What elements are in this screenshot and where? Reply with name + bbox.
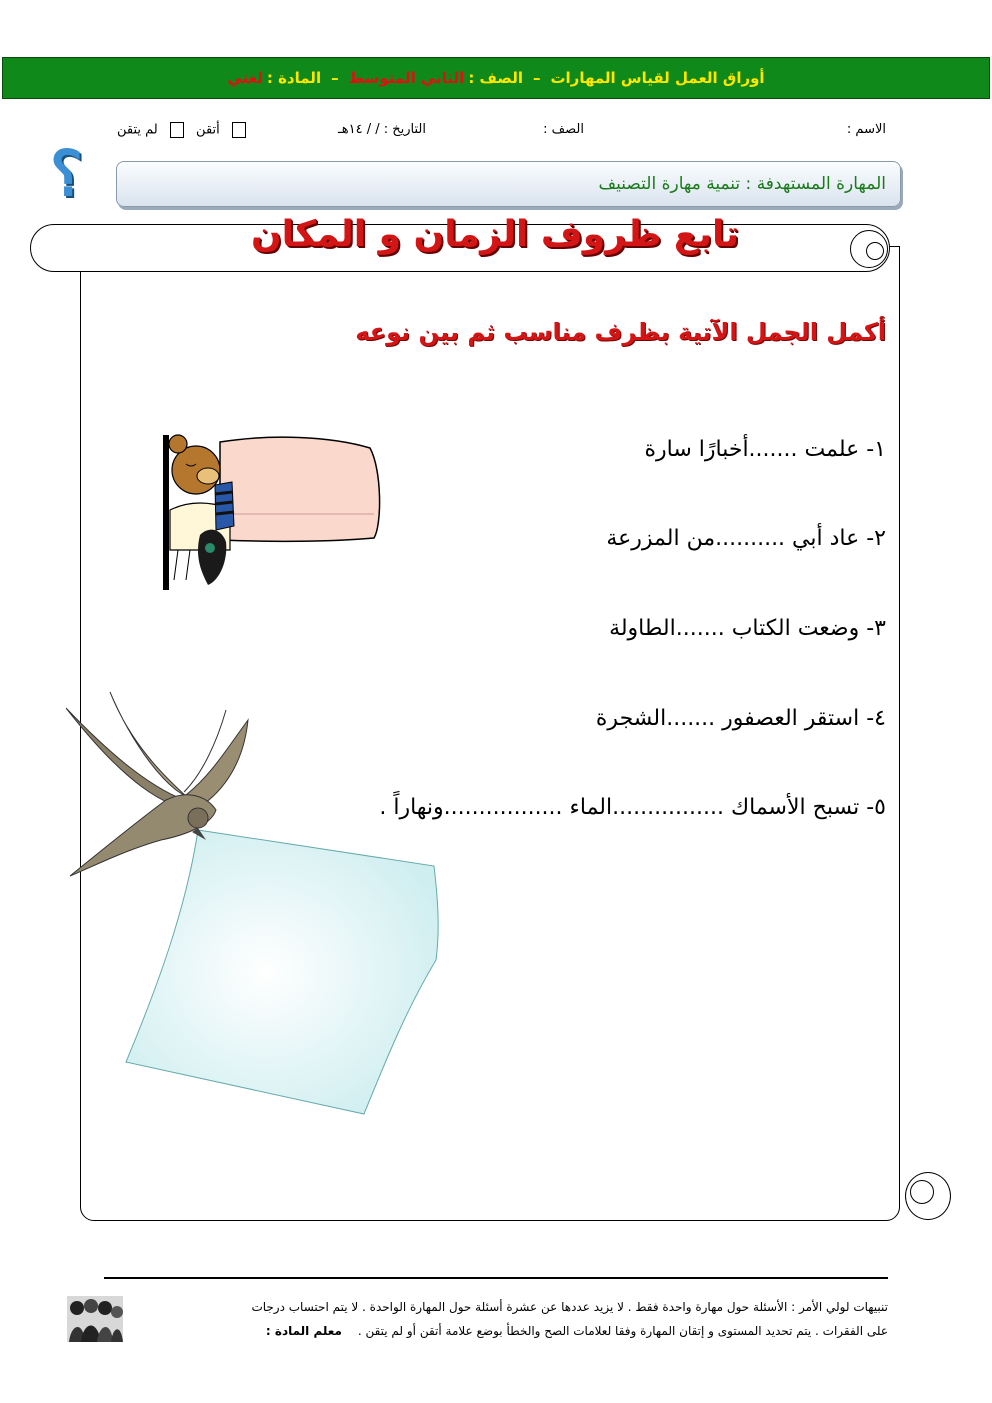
notes-line-2-text: على الفقرات . يتم تحديد المستوى و إتقان المهارة وفقا لعلامات الصح والخطأ بوضع علامة أتقن أو لم يتقن . <box>357 1324 888 1338</box>
notes-line-1: تنبيهات لولي الأمر : الأسئلة حول مهارة واحدة فقط . لا يزيد عددها عن عشرة أسئلة حول المهارة الواحدة . لا يتم احتساب درجات <box>251 1300 888 1314</box>
parent-notes <box>128 1295 888 1343</box>
question-item-2: ٢- عاد أبي ..........من المزرعة <box>606 526 886 551</box>
question-item-5: ٥- تسبح الأسماك ................الماء .................ونهاراً . <box>379 795 886 820</box>
scroll-curl-top-inner <box>866 242 884 260</box>
banner-worksheet-title: أوراق العمل لقياس المهارات <box>550 69 765 87</box>
not-mastered-label: لم يتقن <box>117 122 158 138</box>
people-group-icon <box>67 1296 123 1342</box>
banner-grade-label: الصف : <box>468 69 523 87</box>
question-item-1: ١- علمت .......أخبارًا سارة <box>644 437 886 462</box>
teacher-label: معلم المادة : <box>265 1324 342 1338</box>
target-skill-text: المهارة المستهدفة : تنمية مهارة التصنيف <box>598 174 886 194</box>
header-banner <box>2 57 990 99</box>
mastered-label: أتقن <box>196 122 220 138</box>
banner-subject-value: لغتي <box>227 69 263 87</box>
scroll-curl-bottom-inner <box>910 1180 934 1204</box>
date-field-label: التاريخ : / / ١٤هـ <box>337 122 426 137</box>
target-skill-bar <box>116 161 901 207</box>
mastered-checkbox[interactable] <box>232 122 246 138</box>
mastery-checkboxes <box>117 122 254 138</box>
question-mark-icon: ؟ <box>50 137 83 210</box>
banner-subject-label: المادة : <box>266 69 322 87</box>
sleeping-bear-illustration <box>160 430 385 592</box>
class-field-label: الصف : <box>543 122 584 137</box>
question-item-4: ٤- استقر العصفور .......الشجرة <box>595 706 886 731</box>
footer-divider <box>104 1277 888 1279</box>
question-item-3: ٣- وضعت الكتاب .......الطاولة <box>609 616 886 641</box>
name-field-label: الاسم : <box>846 122 886 137</box>
not-mastered-checkbox[interactable] <box>170 122 184 138</box>
banner-separator-2: – <box>331 69 339 87</box>
banner-separator: – <box>532 69 541 87</box>
swallow-carrying-paper-illustration <box>66 690 446 1120</box>
banner-grade-value: الثاني المتوسط <box>348 69 465 87</box>
worksheet-title: تابع ظروف الزمان و المكان <box>250 214 740 255</box>
notes-line-2 <box>128 1319 888 1343</box>
instruction-text: أكمل الجمل الآتية بظرف مناسب ثم بين نوعه <box>355 318 886 346</box>
